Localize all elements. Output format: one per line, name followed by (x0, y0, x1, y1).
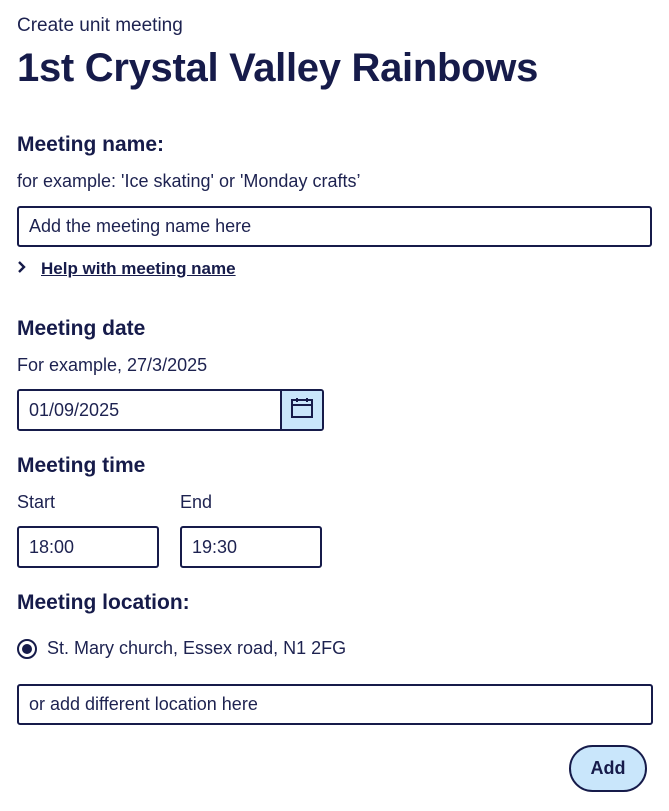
calendar-button[interactable] (280, 391, 322, 429)
meeting-date-input[interactable] (19, 391, 280, 429)
radio-button-selected[interactable] (17, 639, 37, 659)
page-title: 1st Crystal Valley Rainbows (17, 46, 539, 90)
meeting-name-label: Meeting name: (17, 133, 165, 156)
add-button[interactable]: Add (569, 745, 647, 792)
end-time-label: End (180, 492, 213, 512)
chevron-right-icon (17, 260, 27, 278)
start-time-input[interactable] (17, 526, 159, 568)
end-time-input[interactable] (180, 526, 322, 568)
meeting-name-hint: for example: 'Ice skating' or 'Monday crafts’ (17, 171, 361, 191)
meeting-name-input[interactable] (17, 206, 652, 247)
meeting-date-label: Meeting date (17, 317, 146, 340)
different-location-input[interactable] (17, 684, 653, 725)
meeting-location-label: Meeting location: (17, 591, 190, 614)
help-meeting-name-toggle[interactable] (17, 259, 236, 279)
meeting-time-label: Meeting time (17, 454, 146, 477)
location-option-label: St. Mary church, Essex road, N1 2FG (47, 638, 347, 658)
start-time-label: Start (17, 492, 56, 512)
meeting-date-field (17, 389, 324, 431)
page-caption: Create unit meeting (17, 15, 183, 36)
calendar-icon (290, 397, 314, 424)
location-option[interactable] (17, 638, 346, 659)
help-meeting-name-link[interactable]: Help with meeting name (41, 259, 236, 278)
meeting-date-hint: For example, 27/3/2025 (17, 355, 208, 375)
